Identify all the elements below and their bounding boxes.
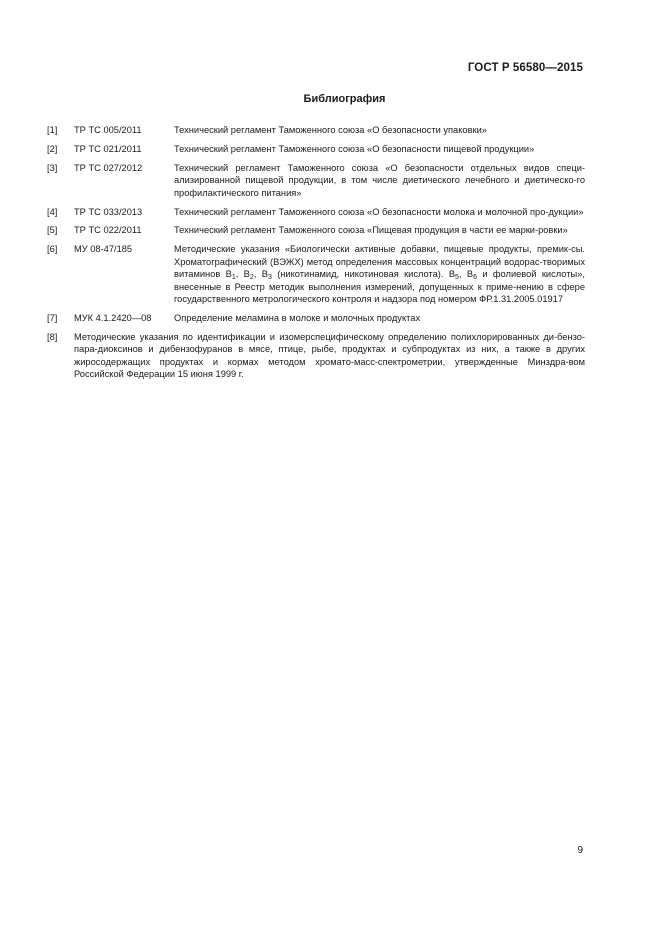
bibliography-entry-2 [47, 143, 585, 155]
entry-code: ТР ТС 033/2013 [74, 206, 143, 217]
entry-number: [8] [47, 331, 58, 342]
entry-number: [1] [47, 125, 58, 135]
bibliography-entry-4 [47, 206, 585, 218]
entry-number: [6] [47, 244, 58, 255]
page-title: Библиография [303, 93, 386, 105]
entry-code: ТР ТС 021/2011 [74, 143, 142, 154]
bibliography-entry-5 [47, 224, 585, 236]
document-code: ГОСТ Р 56580—2015 [467, 62, 583, 74]
bibliography-entry-8 [47, 331, 585, 381]
entry-text: Определение меламина в молоке и молочных продуктах [174, 312, 421, 323]
entry-number: [2] [47, 143, 58, 154]
bibliography-entry-7 [47, 312, 585, 324]
entry-number: [5] [47, 225, 58, 236]
page-number: 9 [577, 845, 583, 856]
bibliography-entry-3 [47, 162, 585, 199]
entry-text: Методические указания «Биологически активные добавки, пищевые продукты, премик-сы. Хроматографический (ВЭЖХ) метод определения массовых концентраций водорас-творимых витаминов $В_1$, $В_2$, $В_3$ (никотинамид, никотиновая кислота). $В_5$, $В_6$ и фолиевой кислоты», внесенные в Реестр методик выполнения измерений, допущенных к приме-нению в сфере государственного метрологического контроля и надзора под номером ФР.1.31.2005.01917 [174, 244, 585, 304]
entry-text: Технический регламент Таможенного союза «О безопасности пищевой продукции» [174, 143, 535, 154]
entry-number: [3] [47, 162, 58, 173]
bibliography-entry-1 [47, 124, 585, 136]
bibliography-entry-6 [47, 243, 585, 305]
entry-number: [7] [47, 312, 58, 323]
entry-text: Технический регламент Таможенного союза «Пищевая продукция в части ее марки-ровки» [174, 225, 568, 236]
entry-code: ТР ТС 027/2012 [74, 162, 143, 173]
entry-text: Технический регламент Таможенного союза «О безопасности отдельных видов специ-ализированной пищевой продукции, в том числе диетического лечебного и диетическо-го профилактического питания» [174, 162, 585, 198]
entry-text: Технический регламент Таможенного союза «О безопасности упаковки» [174, 125, 487, 135]
entry-number: [4] [47, 206, 58, 217]
entry-code: ТР ТС 005/2011 [74, 125, 142, 135]
entry-code: МУК 4.1.2420—08 [74, 312, 152, 323]
entry-text: Технический регламент Таможенного союза «О безопасности молока и молочной про-дукции» [174, 206, 584, 217]
bibliography-list [47, 124, 585, 387]
entry-code: МУ 08-47/185 [74, 244, 133, 255]
entry-code: ТР ТС 022/2011 [74, 225, 142, 236]
entry-text: Методические указания по идентификации и изомерспецифическому определению полихлорированных ди-бензо-пара-диоксинов и дибензофуранов в мясе, птице, рыбе, продуктах и субпродуктах из них, а также в других жиросодержащих продуктах и кормах методом хромато-масс-спектрометрии, утвержденные Минздра-вом Российской Федерации 15 июня 1999 г. [74, 331, 585, 379]
